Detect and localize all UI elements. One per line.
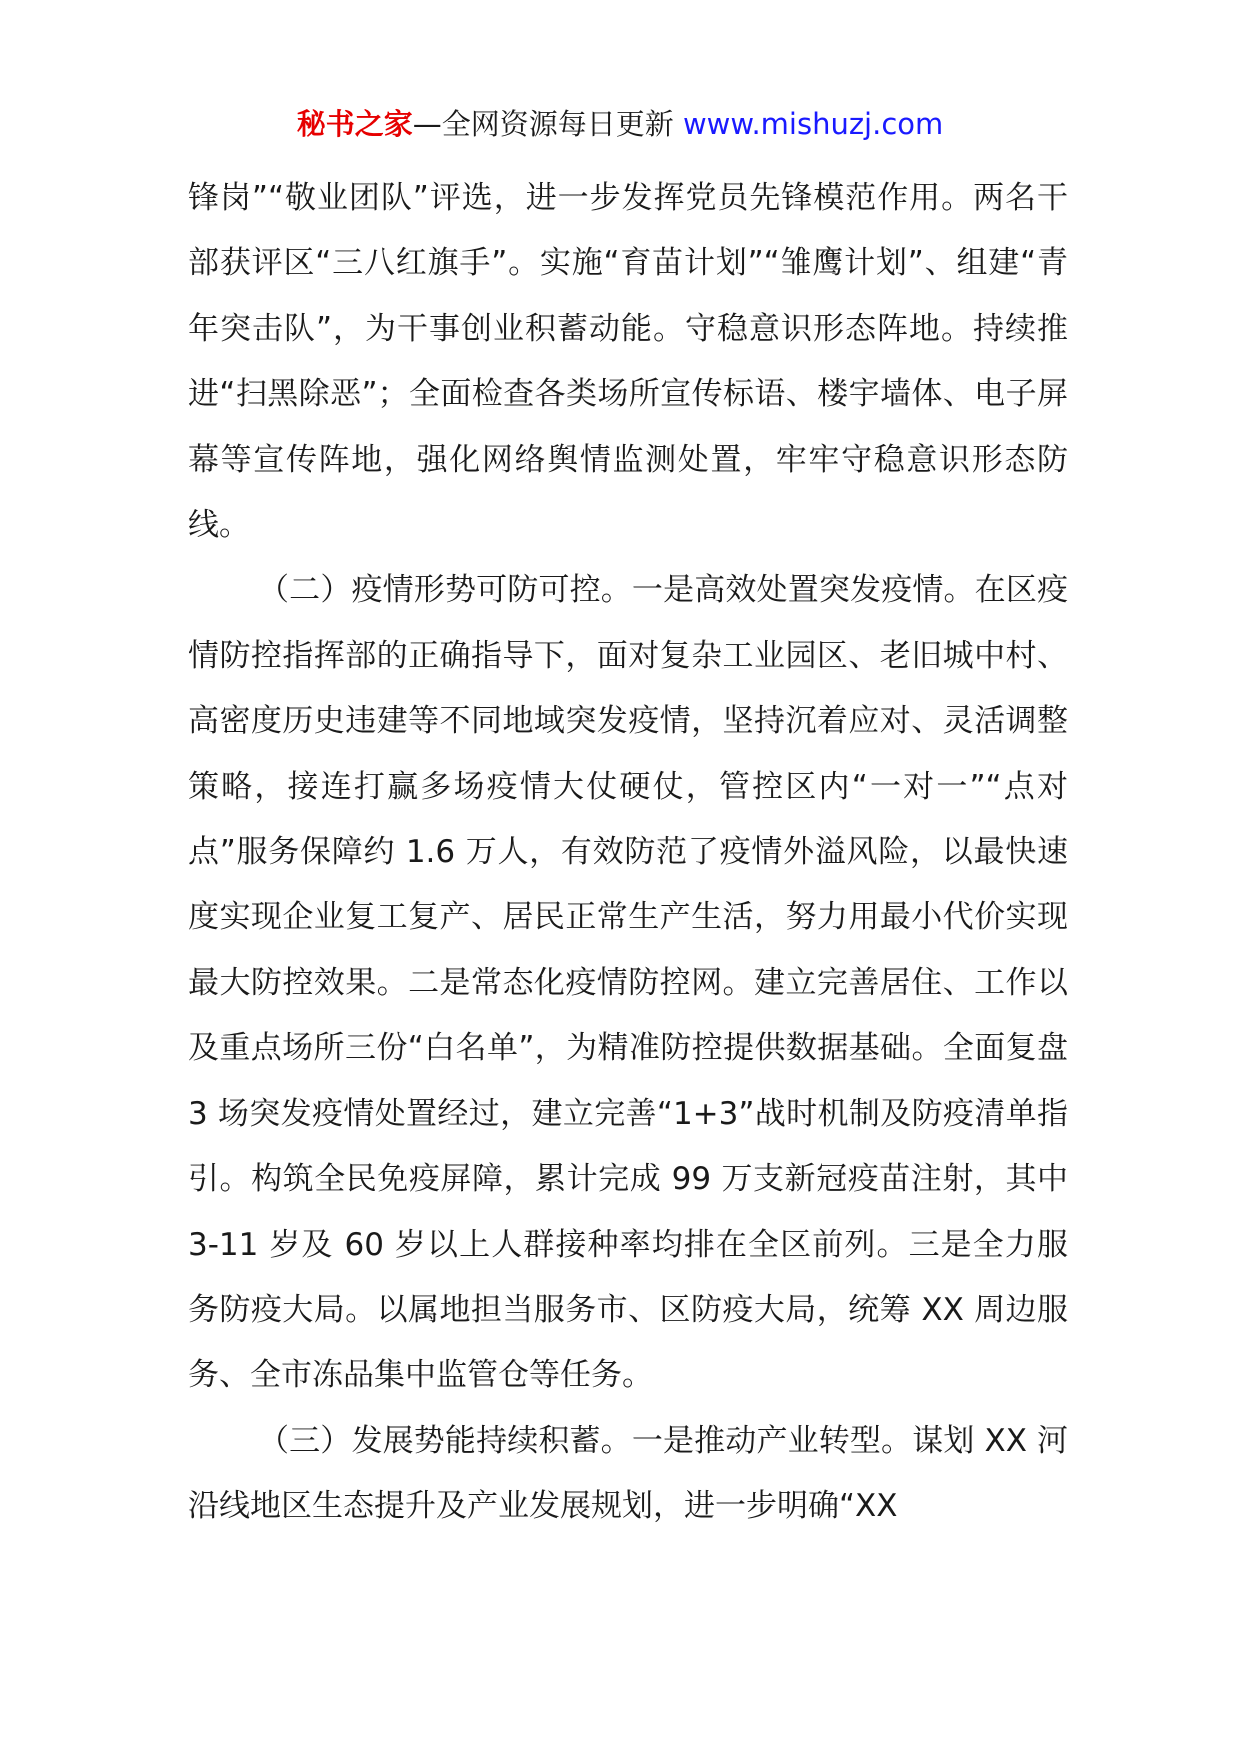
document-body [188,166,1068,1540]
paragraph-2: （二）疫情形势可防可控。一是高效处置突发疫情。在区疫情防控指挥部的正确指导下，面对复杂工业园区、老旧城中村、高密度历史违建等不同地域突发疫情，坚持沉着应对、灵活调整策略，接连打赢多场疫情大仗硬仗，管控区内“一对一”“点对点”服务保障约 1.6 万人，有效防范了疫情外溢风险，以最快速度实现企业复工复产、居民正常生产生活，努力用最小代价实现最大防控效果。二是常态化疫情防控网。建立完善居住、工作以及重点场所三份“白名单”，为精准防控提供数据基础。全面复盘 3 场突发疫情处置经过，建立完善“1+3”战时机制及防疫清单指引。构筑全民免疫屏障，累计完成 99 万支新冠疫苗注射，其中 3-11 岁及 60 岁以上人群接种率均排在全区前列。三是全力服务防疫大局。以属地担当服务市、区防疫大局，统筹 XX 周边服务、全市冻品集中监管仓等任务。 [188,572,1068,1394]
page-header [0,100,1240,148]
paragraph-1: 锋岗”“敬业团队”评选，进一步发挥党员先锋模范作用。两名干部获评区“三八红旗手”。实施“育苗计划”“雏鹰计划”、组建“青年突击队”，为干事创业积蓄动能。守稳意识形态阵地。持续推进“扫黑除恶”；全面检查各类场所宣传标语、楼宇墙体、电子屏幕等宣传阵地，强化网络舆情监测处置，牢牢守稳意识形态防线。 [188,180,1068,544]
site-tagline: —全网资源每日更新 [412,107,674,141]
paragraph-3: （三）发展势能持续积蓄。一是推动产业转型。谋划 XX 河沿线地区生态提升及产业发展规划，进一步明确“XX [188,1422,1068,1525]
site-brand: 秘书之家 [296,107,413,141]
site-url[interactable]: www.mishuzj.com [682,107,944,141]
